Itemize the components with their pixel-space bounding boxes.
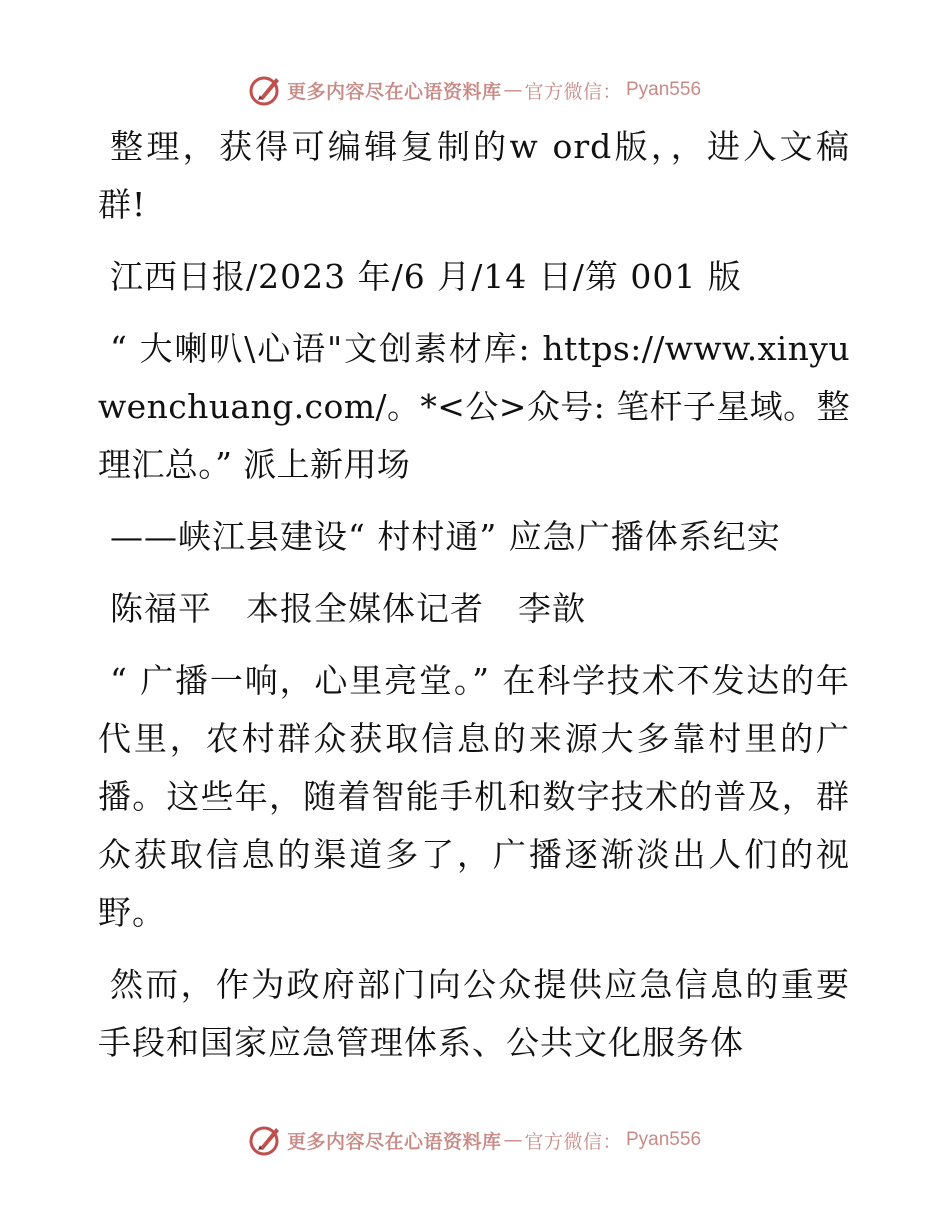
banner-official-label: 官方微信： [524, 1130, 622, 1153]
dateline: 江西日报/2023 年/6 月/14 日/第 001 版 [110, 257, 742, 296]
banner-separator: — [503, 79, 523, 101]
headline-with-source-note: “ 大喇叭\心语"文创素材库: https://www.xinyuwenchuang.com/。*<公>众号: 笔杆子星域。整理汇总。” 派上新用场 [98, 329, 850, 484]
footer-banner [0, 1120, 950, 1160]
banner-official-label: 官方微信： [524, 80, 622, 103]
quill-circle-logo-icon [249, 73, 283, 107]
banner-brand-text: 更多内容尽在心语资料库 [286, 1130, 502, 1153]
banner-brand-text: 更多内容尽在心语资料库 [286, 80, 502, 103]
header-banner [0, 70, 950, 110]
document-body [98, 118, 850, 1072]
subheadline: ——峡江县建设“ 村村通” 应急广播体系纪实 [110, 517, 781, 556]
intro-paragraph: 整理，获得可编辑复制的w ord版，，进入文稿群! [98, 127, 850, 224]
body-paragraph: “ 广播一响，心里亮堂。” 在科学技术不发达的年代里，农村群众获取信息的来源大多靠村里的广播。这些年，随着智能手机和数字技术的普及，群众获取信息的渠道多了，广播逐渐淡出人们的视野。 [98, 661, 850, 932]
body-paragraph: 然而，作为政府部门向公众提供应急信息的重要手段和国家应急管理体系、公共文化服务体 [98, 965, 850, 1062]
banner-separator: — [503, 1129, 523, 1151]
banner-wechat-id: Pyan556 [626, 1129, 702, 1150]
banner-wechat-id: Pyan556 [626, 79, 702, 100]
byline: 陈福平 本报全媒体记者 李歆 [110, 589, 586, 628]
quill-circle-logo-icon [249, 1123, 283, 1157]
